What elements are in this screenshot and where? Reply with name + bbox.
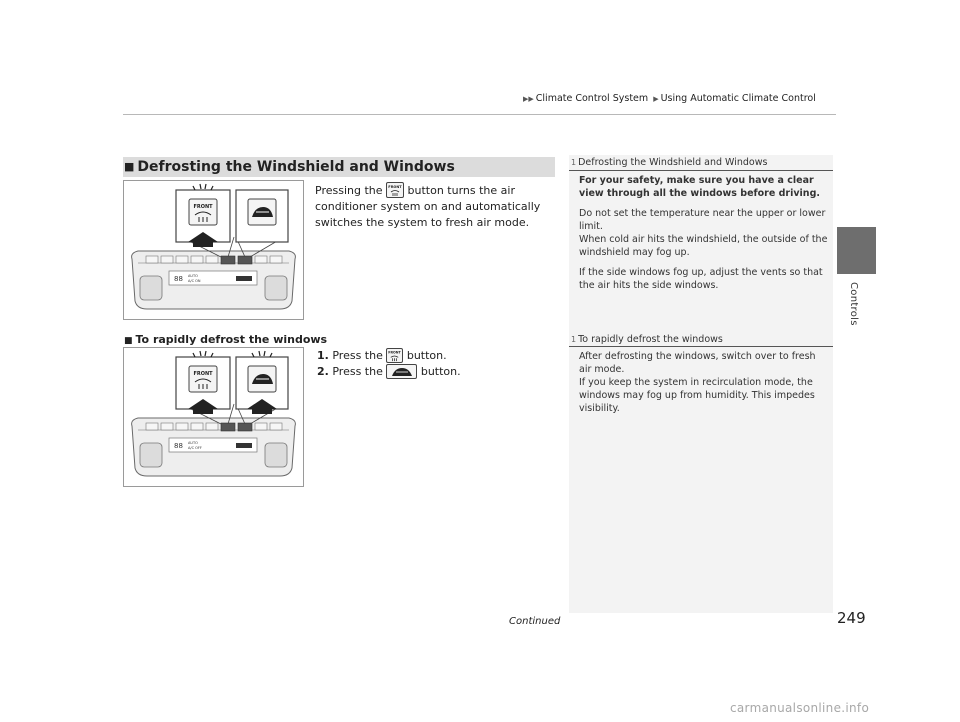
note-body: After defrosting the windows, switch over to fresh air mode. If you keep the system in recirculation mode, the windows may fog up from humidity. This impedes visibility. [579,351,816,414]
climate-panel-illustration [124,181,303,319]
chapter-tab-label: Controls [848,282,859,326]
figure-rapid-defrost-panel [123,347,304,487]
front-defrost-button-icon [386,182,404,198]
breadcrumb-arrow-icon: ▶ [653,95,659,103]
note-body: For your safety, make sure you have a clear view through all the windows before driving. Do not set the temperature near the upper or lower limit. When cold air hits the windshield, the outside of the windshield may fog up. If the side windows fog up, adjust the vents so that the air hits the side windows. [579,175,828,291]
ac-label: A/C ON [188,279,201,283]
note-divider [569,170,833,171]
note-divider [569,346,833,347]
breadcrumb-arrow-icon: ▶▶ [523,95,534,103]
note-title: 1 Defrosting the Windshield and Windows [571,157,768,168]
temp-display-text: 88 [174,442,183,450]
breadcrumb [521,93,816,104]
note-reference-icon: 1 [571,335,577,344]
front-defrost-button-icon [386,348,403,363]
section-paragraph: Pressing the FRONT button turns the air conditioner system on and automatically switches the system to fresh air mode. [315,184,541,229]
note-title: 1 To rapidly defrost the windows [571,334,723,345]
chapter-tab [837,227,876,274]
step-1: 1. Press the FRONT button. [317,349,447,362]
page-number: 249 [837,609,866,627]
front-button-label: FRONT [193,371,213,377]
breadcrumb-item-automatic[interactable]: Using Automatic Climate Control [660,93,816,104]
note-reference-icon: 1 [571,158,577,167]
watermark-text: carmanualsonline.info [730,701,870,715]
fresh-air-button-icon [386,364,417,379]
figure-defrost-panel [123,180,304,320]
auto-label: AUTO [188,274,198,278]
auto-label: AUTO [188,441,198,445]
breadcrumb-item-climate[interactable]: Climate Control System [535,93,649,104]
svg-text:FRONT: FRONT [388,350,402,355]
front-button-label: FRONT [193,204,213,210]
step-2: 2. Press the button. [317,365,461,378]
svg-text:FRONT: FRONT [388,185,402,189]
header-divider [123,114,836,115]
continued-label: Continued [509,616,561,627]
ac-off-label: A/C OFF [188,446,202,450]
square-bullet-icon: ■ [124,160,135,173]
subsection-title: ■ To rapidly defrost the windows [124,333,328,346]
square-bullet-icon: ■ [124,336,133,346]
climate-panel-illustration [124,348,303,486]
section-title: ■ Defrosting the Windshield and Windows [124,159,455,175]
temp-display-text: 88 [174,275,183,283]
